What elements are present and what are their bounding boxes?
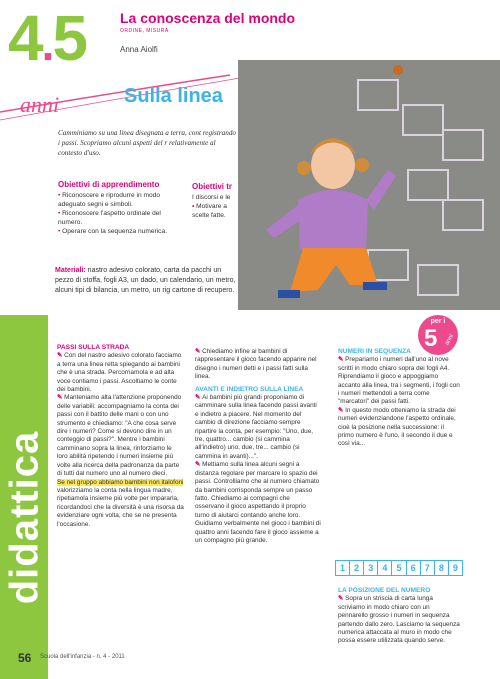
number-cell: 2 [350,561,364,575]
number-cell: 1 [336,561,350,575]
column-3-bottom: LA POSIZIONE DEL NUMERO ✎ Sopra un striscia di carta lunga scriviamo in modo chiaro con un pennarello grosso i numeri in sequenza partendo dallo zero. Lasciamo la sequenza numerica attaccata al muro in modo che possa essere utilizzata quando serve. [338,587,460,645]
article-title: Sulla linea [124,85,223,107]
column-3: NUMERI IN SEQUENZA ✎ Prepariamo i numeri dall'uno al nove scritti in modo chiaro sopra dei fogli A4. Riprendiamo il gioco e appoggiamo accanto alla linea, tra i segmenti, i fogli con i numeri mettendoli a terra come "marcatori" dei passi fatti. ✎ In questo modo otteniamo la strada dei numeri evidenziandone l'aspetto ordinale, cioè la posizione nella successione: il primo numero è l'uno, il secondo il due e così via... [338,348,460,448]
objectives-list [58,191,176,236]
number-cell: 9 [452,563,458,573]
objectives-heading: Obiettivi di apprendimento [58,180,160,189]
number-cell: 7 [421,561,435,575]
sidebar-label: didattica [2,430,47,605]
age-numeral: 4.5 [8,2,86,74]
heading-avanti: AVANTI E INDIETRO SULLA LINEA [195,385,304,393]
heading-posizione: LA POSIZIONE DEL NUMERO [338,587,431,594]
objective-item: • Operare con la sequenza numerica. [58,227,176,236]
section-subtitle: ORDINE, MISURA [120,28,169,34]
intro-text: Camminiamo su una linea disegnata a terra, cont registrando i passi. Scopriamo alcuni aspetti del r relativamente al contesto d'uso. [58,129,237,157]
heading-numeri: NUMERI IN SEQUENZA [338,348,411,355]
author: Anna Aiolfi [120,45,158,54]
number-cell: 6 [407,561,421,575]
heading-passi: PASSI SULLA STRADA [57,344,130,351]
page-number: 56 [18,651,32,665]
objective-item: • Riconoscere e riprodurre in modo adeguato segni e simboli. [58,191,176,209]
objectives-transversal-heading: Obiettivi tr [192,182,233,191]
highlight: Se nel gruppo abbiamo bambini non italofoni [57,478,184,486]
objective-item: • Riconoscere l'aspetto ordinale del numero. [58,209,176,227]
objectives-transversal: I discorsi e le • Motivare a scelte fatte. [192,194,231,219]
magazine-credit: Scuola dell'infanzia - n. 4 - 2011 [40,654,125,660]
materials: Materiali: nastro adesivo colorato, carta da pacchi un pezzo di stoffa, fogli A3, un dado, un calendario, un metro, alcuni tipi di bilancia, un metro, un rig cartone di recupero. [55,267,236,294]
number-cell: 8 [435,561,449,575]
column-2: ✎ Chiediamo infine ai bambini di rappresentare il gioco facendo apparire nel disegno i numeri detti e i passi fatti sulla linea. AVANTI E INDIETRO SULLA LINEA ✎ Ai bambini più grandi proponiamo di camminare sulla linea facendo passi avanti e indietro a piacere. Nel momento del cambio di direzione facciamo sempre ripartire la conta, per esempio: "Uno, due, tre, quattro... cambio (si cammina all'indietro) uno, due, tre... cambio (si cammina in avanti)...". ✎ Mettiamo sulla linea alcuni segni a distanza regolare per marcare lo spazio dei passi. Controlliamo che al numero chiamato da bambini corrisponda sempre un passo fatto. Chiediamo ai compagni che osservano il gioco aspettando il proprio turno di aiutarci contando anche loro. Guidiamo verbalmente nel gioco i bambini di quattro anni facendo fare il gioco assieme a un compagno più grande. [195,348,321,544]
age-badge: per i 5 anni [418,315,458,355]
number-cell: 3 [364,561,378,575]
section-title: La conoscenza del mondo [120,10,296,26]
age-word: anni [20,92,60,117]
child-photo [238,60,500,310]
number-strip [335,560,463,576]
number-cell: 5 [392,561,406,575]
column-1: PASSI SULLA STRADA ✎ Con del nastro adesivo colorato facciamo a terra una linea retta spiegando ai bambini che è una strada. Percorriamola e ad alta voce contiamo i passi. Ascoltiamo le conte dei bambini. ✎ Manteniamo alta l'attenzione proponendo delle variabili: accompagniamo la conta dei passi con il battito delle mani o con uno strumento e chiediamo: "A che cosa serve dire i numeri? Come si devono dire in un conteggio di passi?". Mentre i bambini camminano sopra la linea, rinforziamo le loro abilità ripetendo i numeri insieme più volte alla ricerca della padronanza da parte di tutti dal numero uno al numero dieci. Se nel gruppo abbiamo bambini non italofoni valorizziamo la conta nella lingua madre, ripetiamola insieme più volte per impararla, ricordandoci che la diversità è una risorsa da evidenziare ogni volta, che se ne presenta l'occasione. [57,344,184,528]
number-cell: 4 [378,561,392,575]
